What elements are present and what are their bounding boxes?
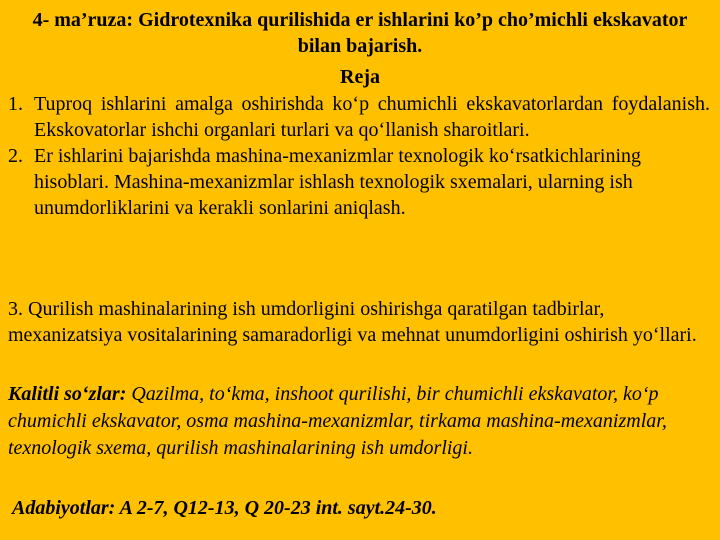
references: Adabiyotlar: A 2-7, Q12-13, Q 20-23 int. sayt.24-30. [12,497,437,519]
plan-item-text: Tuproq ishlarini amalga oshirishda ko‘p chumichli ekskavatorlardan foydalanish. Ekskovatorlar ishchi organlari turlari va qo‘llanish sharoitlari. [34,93,710,141]
keywords-text: Qazilma, to‘kma, inshoot qurilishi, bir chumichli ekskavator, ko‘p chumichli ekskavator, osma mashina-mexanizmlar, tirkama mashina-mexanizmlar, texnologik sxema, qurilish mashinalarining ish umdorligi. [8,383,667,459]
plan-item-3: 3. Qurilish mashinalarining ish umdorligini oshirishga qaratilgan tadbirlar, mexanizatsiya vositalarining samaradorligi va mehnat unumdorligini oshirish yo‘llari. [8,298,697,346]
plan-item-1 [8,91,710,143]
lecture-title: 4- ma’ruza: Gidrotexnika qurilishida er ishlarini ko’p cho’michli ekskavator bilan bajarish. [32,9,688,57]
plan-item-number: 2. [8,145,23,167]
keywords-paragraph [8,381,712,462]
plan-heading: Reja [340,66,380,88]
plan-item-number: 1. [8,93,23,115]
keywords-label: Kalitli so‘zlar: [8,383,127,405]
plan-item-text: Er ishlarini bajarishda mashina-mexanizmlar texnologik ko‘rsatkichlarining hisoblari. Mashina-mexanizmlar ishlash texnologik sxemalari, ularning ish unumdorliklarini va kerakli sonlarini aniqlash. [34,145,642,219]
plan-item-2 [8,143,710,221]
plan-list [8,91,710,221]
